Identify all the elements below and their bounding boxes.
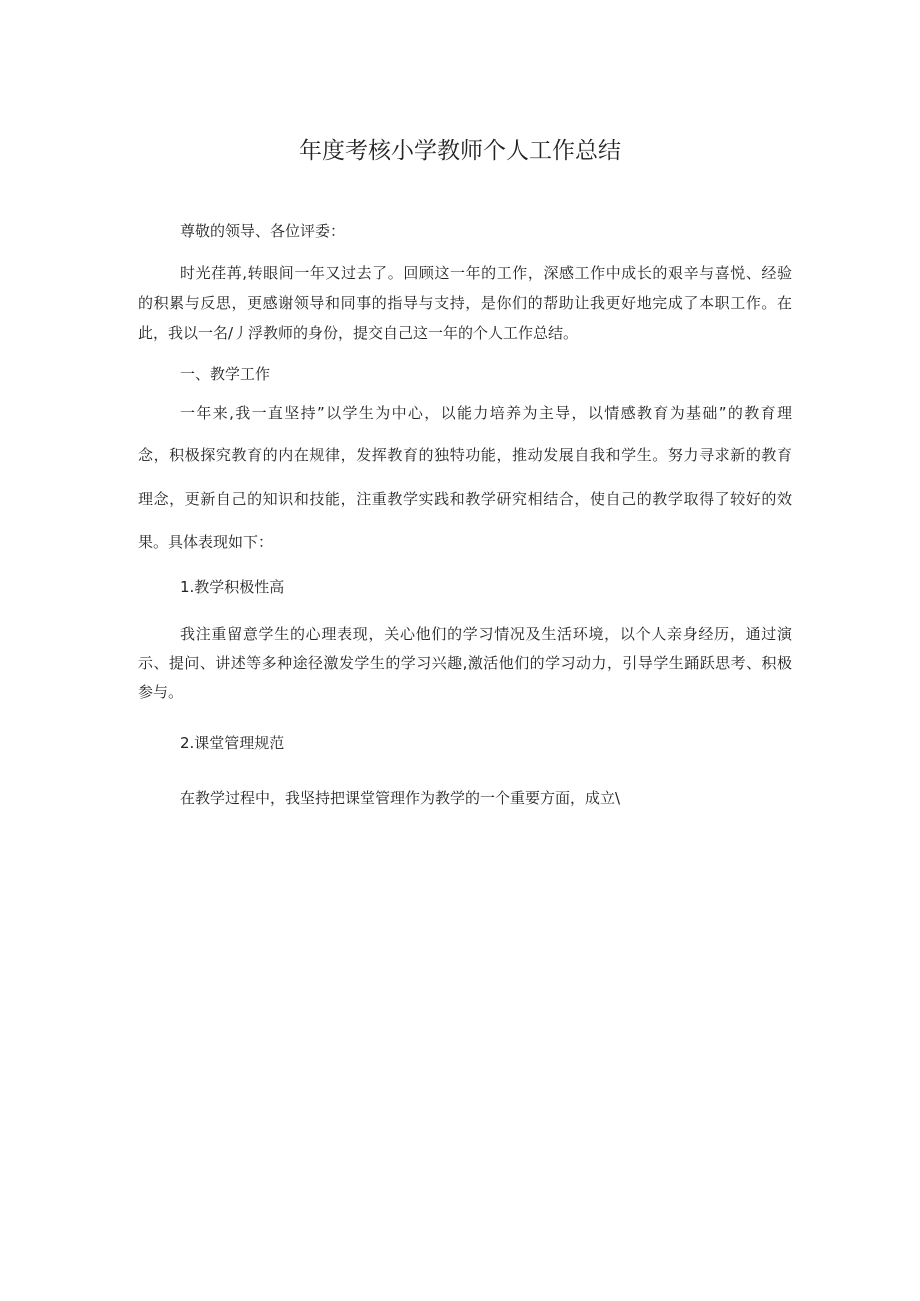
enthusiasm-line-2: 示、提问、讲述等多种途径激发学生的学习兴趣,激活他们的学习动力，引导学生踊跃思考、积极 [138, 654, 792, 672]
intro-line-1: 时光荏苒,转眼间一年又过去了。回顾这一年的工作，深感工作中成长的艰辛与喜悦、经验 [180, 264, 792, 282]
teaching-line-1: 一年来,我一直坚持”以学生为中心，以能力培养为主导，以情感教育为基础”的教育理 [180, 404, 792, 422]
document-title: 年度考核小学教师个人工作总结 [299, 138, 621, 164]
enthusiasm-line-1: 我注重留意学生的心理表现，关心他们的学习情况及生活环境，以个人亲身经历，通过演 [180, 625, 792, 643]
subheading-classroom: 2.课堂管理规范 [180, 734, 285, 752]
section-heading-teaching: 一、教学工作 [180, 365, 271, 383]
teaching-line-3: 理念，更新自己的知识和技能，注重教学实践和教学研究相结合，使自己的教学取得了较好的效 [138, 490, 792, 508]
teaching-line-4: 果。具体表现如下： [138, 533, 274, 551]
teaching-line-2: 念，积极探究教育的内在规律，发挥教育的独特功能，推动发展自我和学生。努力寻求新的教育 [138, 446, 792, 464]
greeting: 尊敬的领导、各位评委： [180, 222, 346, 240]
subheading-enthusiasm: 1.教学积极性高 [180, 578, 285, 596]
intro-line-3: 此，我以一名/丿浮教师的身份，提交自己这一年的个人工作总结。 [138, 324, 579, 342]
enthusiasm-line-3: 参与。 [138, 683, 184, 701]
classroom-line-1: 在教学过程中，我坚持把课堂管理作为教学的一个重要方面，成立\ [180, 789, 621, 807]
intro-line-2: 的积累与反思，更感谢领导和同事的指导与支持，是你们的帮助让我更好地完成了本职工作。在 [138, 294, 792, 312]
